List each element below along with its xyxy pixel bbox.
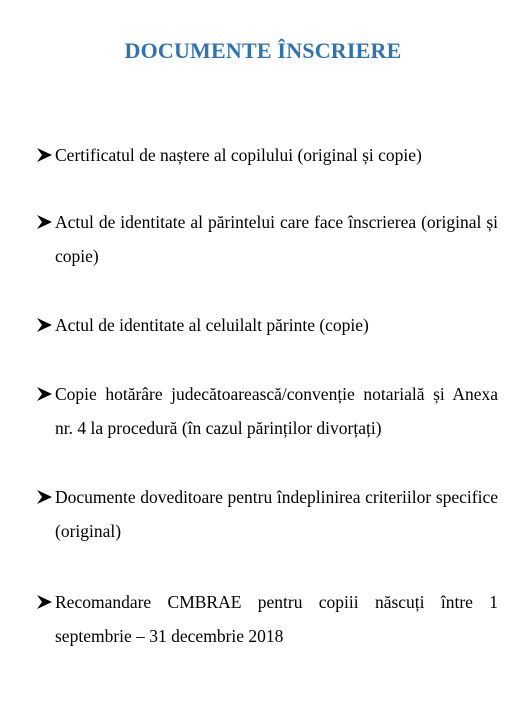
arrowhead-bullet-icon	[36, 138, 54, 172]
arrowhead-bullet-icon	[36, 205, 54, 239]
arrowhead-bullet-icon	[36, 480, 54, 514]
list-item	[36, 480, 498, 548]
list-item	[36, 308, 498, 342]
list-item-text: Documente doveditoare pentru îndeplinirea criteriilor specifice (original)	[55, 487, 498, 541]
page-title: DOCUMENTE ÎNSCRIERE	[124, 38, 402, 63]
arrowhead-bullet-icon	[36, 308, 54, 342]
list-item	[36, 205, 498, 273]
list-item-text: Recomandare CMBRAE pentru copiii născuți între 1 septembrie – 31 decembrie 2018	[55, 592, 498, 646]
list-item-text: Copie hotărâre judecătoarească/convenție notarială și Anexa nr. 4 la procedură (în cazul părinților divorțați)	[55, 384, 498, 438]
list-item-text: Certificatul de naștere al copilului (original și copie)	[55, 145, 422, 165]
list-item	[36, 585, 498, 653]
list-item-text: Actul de identitate al celuilalt părinte (copie)	[55, 315, 369, 335]
arrowhead-bullet-icon	[36, 585, 54, 619]
list-item	[36, 138, 498, 172]
list-item-text: Actul de identitate al părintelui care face înscrierea (original și copie)	[55, 212, 498, 266]
list-item	[36, 377, 498, 445]
arrowhead-bullet-icon	[36, 377, 54, 411]
